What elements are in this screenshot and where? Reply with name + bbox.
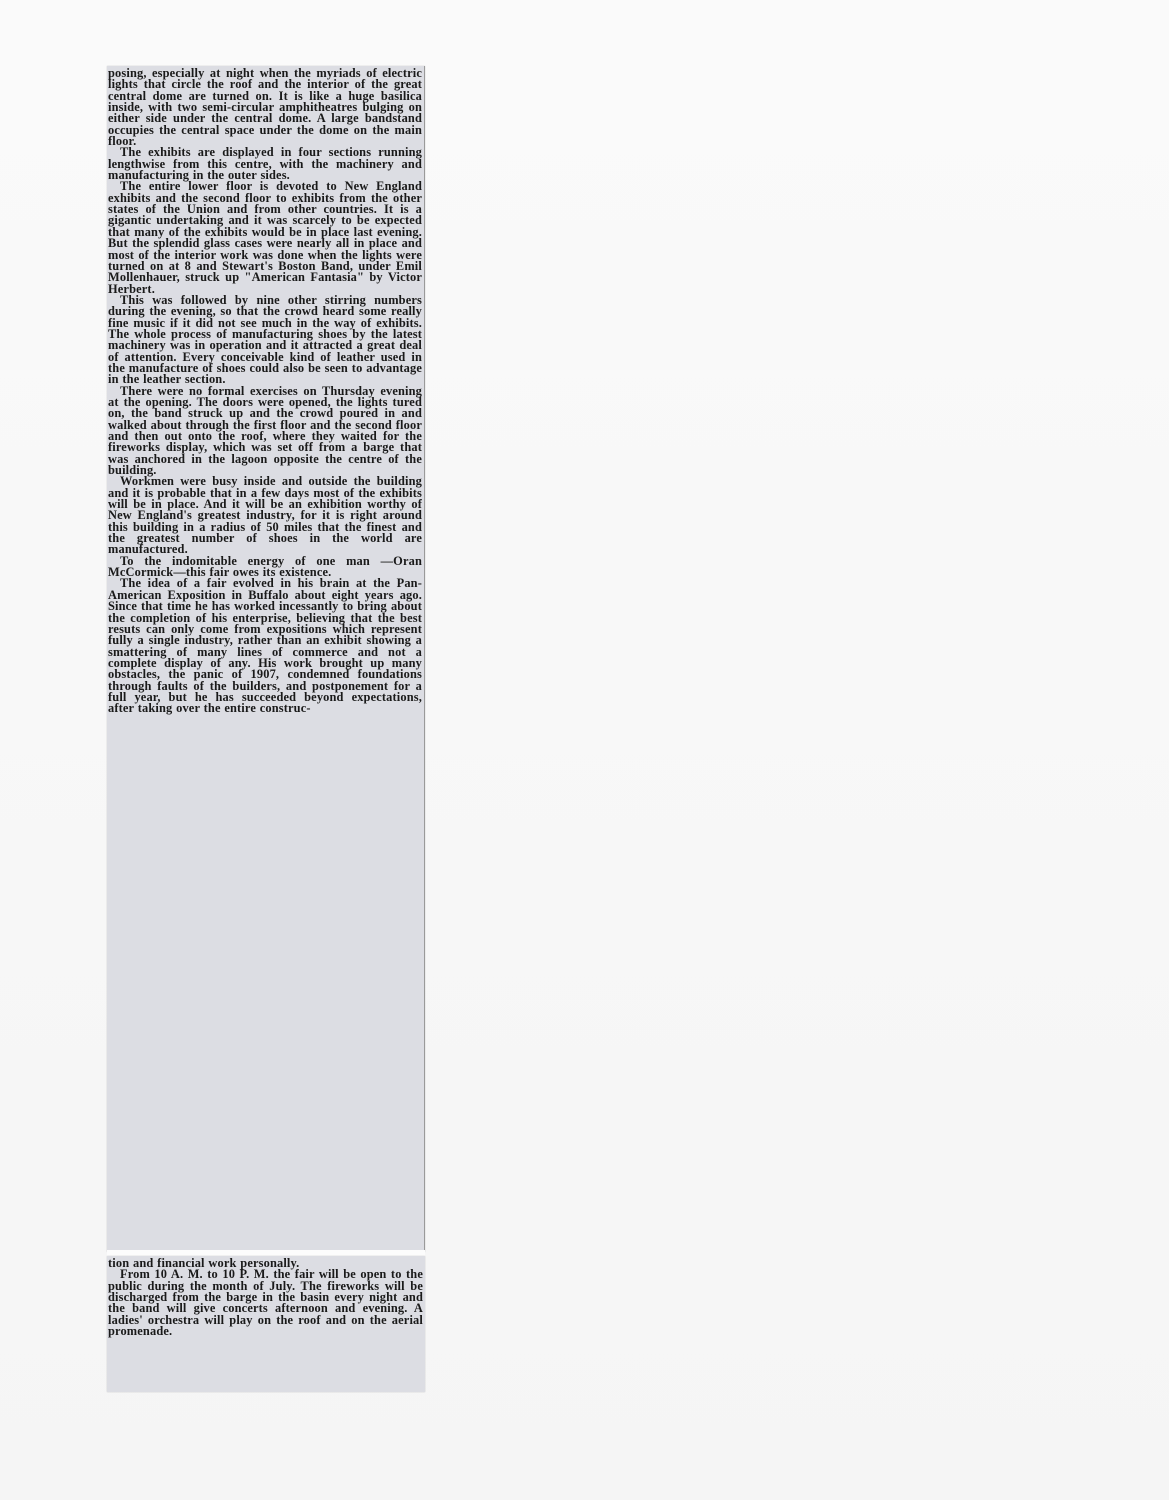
paragraph: posing, especially at night when the myriads of electric lights that circle the roof and the interior of the great central dome are turned on. It is like a huge basilica inside, with two semi-circular amphitheatres bulging on either side under the central dome. A large bandstand occupies the central space under the dome on the main floor. bbox=[108, 66, 422, 149]
newspaper-clipping-main bbox=[107, 66, 425, 1252]
paragraph: The exhibits are displayed in four sections running lengthwise from this centre, with the machinery and manufacturing in the outer sides. bbox=[108, 145, 422, 183]
paragraph: The idea of a fair evolved in his brain at the Pan-American Exposition in Buffalo about eight years ago. Since that time he has worked incessantly to bring about the completion of his enterprise, believing that the best resuts can only come from expositions which represent fully a single industry, rather than an exhibit showing a smattering of many lines of commerce and not a complete display of any. His work brought up many obstacles, the panic of 1907, condemned foundations through faults of the builders, and postponement for a full year, but he has succeeded beyond expectations, after taking over the entire construc- bbox=[108, 576, 422, 716]
paragraph: To the indomitable energy of one man —Oran McCormick—this fair owes its existence. bbox=[108, 553, 422, 580]
paragraph: tion and financial work personally. bbox=[108, 1256, 300, 1270]
paragraph: This was followed by nine other stirring numbers during the evening, so that the crowd heard some really fine music if it did not see much in the way of exhibits. The whole process of manufacturing shoes by the latest machinery was in operation and it attracted a great deal of attention. Every conceivable kind of leather used in the manufacture of shoes could also be seen to advantage in the leather section. bbox=[108, 292, 422, 387]
paragraph: The entire lower floor is devoted to New England exhibits and the second floor to exhibits from the other states of the Union and from other countries. It is a gigantic undertaking and it was scarcely to be expected that many of the exhibits would be in place last evening. But the splendid glass cases were nearly all in place and most of the interior work was done when the lights were turned on at 8 and Stewart's Boston Band, under Emil Mollenhauer, struck up "American Fantasia" by Victor Herbert. bbox=[108, 179, 422, 296]
paragraph: Workmen were busy inside and outside the building and it is probable that in a few days most of the exhibits will be in place. And it will be an exhibition worthy of New England's greatest industry, for it is right around this building in a radius of 50 miles that the finest and the greatest number of shoes in the world are manufactured. bbox=[108, 474, 422, 557]
paragraph: From 10 A. M. to 10 P. M. the fair will be open to the public during the month of July. The fireworks will be discharged from the barge in the basin every night and the band will give concerts afternoon and evening. A ladies' orchestra will play on the roof and on the aerial promenade. bbox=[108, 1267, 423, 1339]
paragraph: There were no formal exercises on Thursday evening at the opening. The doors were opened, the lights tured on, the band struck up and the crowd poured in and walked about through the first floor and the second floor and then out onto the roof, where they waited for the fireworks display, which was set off from a barge that was anchored in the lagoon opposite the centre of the building. bbox=[108, 383, 422, 478]
newspaper-clipping-continuation bbox=[107, 1256, 425, 1392]
